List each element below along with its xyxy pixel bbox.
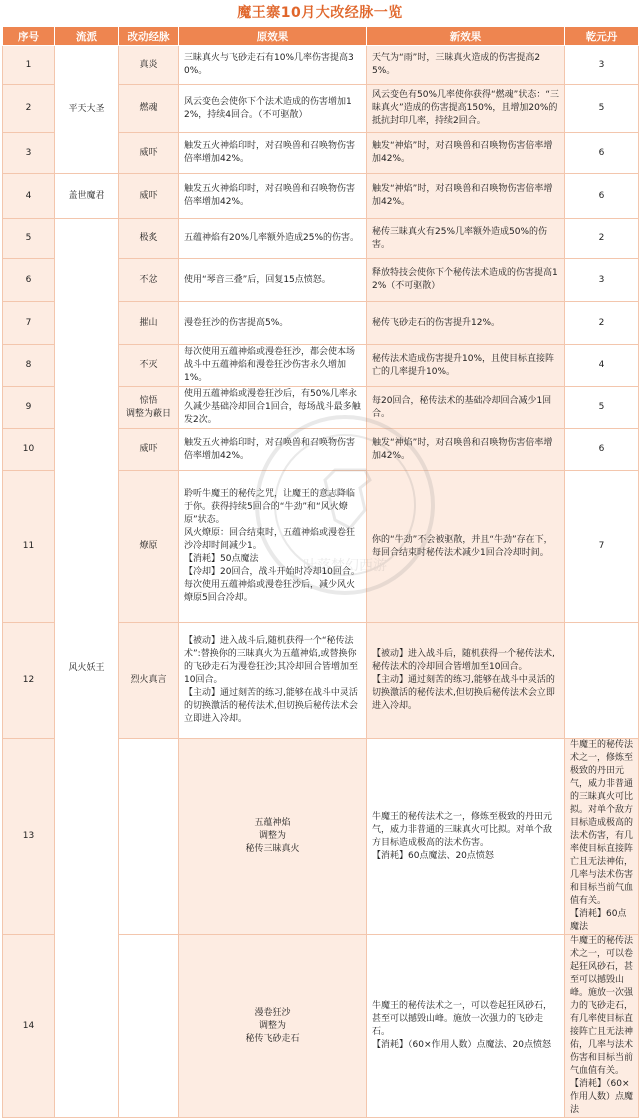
old-effect-line: 风火燎原：回合结束时，五蕴神焰或漫卷狂沙冷却时间减少1。 bbox=[184, 528, 356, 551]
row-no: 2 bbox=[3, 85, 55, 133]
old-effect-cell bbox=[179, 219, 367, 259]
new-effect-line: 牛魔王的秘传法术之一，可以卷起狂风砂石，甚至可以撼毁山峰。施放一次强力的飞砂走石，有几率使目标直接阵亡且无法神佑，几率与法术伤害和目标当前气血值有关。 bbox=[570, 936, 634, 1076]
jingmai-cell: 燃魂 bbox=[119, 85, 179, 133]
new-effect-line: 触发“神焰”时，对召唤兽和召唤物伤害倍率增加42%。 bbox=[372, 184, 553, 207]
header-school: 流派 bbox=[55, 27, 119, 46]
old-effect-line: 触发五火神焰印时，对召唤兽和召唤物伤害倍率增加42%。 bbox=[184, 437, 356, 461]
old-effect-cell bbox=[179, 259, 367, 302]
new-effect-cell bbox=[367, 429, 565, 471]
new-effect-cell bbox=[367, 174, 565, 219]
new-effect-cell bbox=[565, 739, 639, 935]
new-effect-line: 【主动】通过刻苦的练习,能够在战斗中灵活的切换激活的秘传法术,但切换后秘传法术会立即进入冷却。 bbox=[372, 675, 555, 711]
new-effect-line: 牛魔王的秘传法术之一，修炼至极致的丹田元气，威力非普通的三昧真火可比拟。对单个敌方目标造成极高的法术伤害，有几率使目标直接阵亡且无法神佑，几率与法术伤害和目标当前气血值有关。 bbox=[570, 740, 634, 906]
old-effect-cell bbox=[179, 133, 367, 174]
jingmai-line: 五蕴神焰 bbox=[254, 818, 291, 828]
header-jingmai: 改动经脉 bbox=[119, 27, 179, 46]
old-effect-line: 风云变色会使你下个法术造成的伤害增加12%，持续4回合。（不可驱散） bbox=[184, 96, 352, 120]
old-effect-cell bbox=[179, 345, 367, 387]
new-effect-cell bbox=[565, 935, 639, 1118]
change-table bbox=[2, 26, 639, 1118]
row-no: 5 bbox=[3, 219, 55, 259]
old-effect-cell bbox=[179, 623, 367, 739]
old-effect-line: 牛魔王的秘传法术之一，修炼至极致的丹田元气，威力非普通的三昧真火可比拟。对单个敌方目标造成极高的法术伤害。 bbox=[372, 811, 553, 848]
old-effect-cell bbox=[179, 302, 367, 345]
jingmai-line: 调整为 bbox=[258, 1020, 286, 1031]
school-cell: 风火妖王 bbox=[55, 219, 119, 1118]
jingmai-line: 秘传三昧真火 bbox=[245, 844, 300, 854]
old-effect-cell bbox=[179, 387, 367, 429]
qyd-cell: 2 bbox=[565, 302, 639, 345]
jingmai-cell bbox=[119, 387, 179, 429]
old-effect-line: 触发五火神焰印时，对召唤兽和召唤物伤害倍率增加42%。 bbox=[184, 184, 356, 207]
new-effect-line: 秘传法术造成伤害提升10%，且使目标直接阵亡的几率提升10%。 bbox=[372, 353, 555, 377]
qyd-cell: 2 bbox=[565, 219, 639, 259]
qyd-cell: 5 bbox=[565, 85, 639, 133]
table-row bbox=[3, 46, 639, 85]
jingmai-cell bbox=[179, 935, 367, 1118]
new-effect-line: 秘传三昧真火有25%几率额外造成50%的伤害。 bbox=[372, 226, 548, 250]
old-effect-cell bbox=[179, 429, 367, 471]
jingmai-cell: 极炙 bbox=[119, 219, 179, 259]
jingmai-line: 秘传飞砂走石 bbox=[245, 1033, 300, 1044]
old-effect-cell bbox=[179, 46, 367, 85]
old-effect-line: 【消耗】60点魔法、20点愤怒 bbox=[372, 850, 494, 861]
new-effect-cell bbox=[367, 85, 565, 133]
old-effect-line: 聆听牛魔王的秘传之咒，让魔王的意志降临于你。获得持续5回合的“牛劲”和“风火燎原”状态。 bbox=[184, 489, 356, 525]
school-cell: 盖世魔君 bbox=[55, 174, 119, 219]
table-header-row bbox=[3, 27, 639, 46]
jingmai-cell: 威吓 bbox=[119, 429, 179, 471]
new-effect-cell bbox=[367, 345, 565, 387]
jingmai-cell: 燎原 bbox=[119, 471, 179, 623]
new-effect-cell bbox=[367, 302, 565, 345]
new-effect-line: 秘传飞砂走石的伤害提升12%。 bbox=[372, 317, 501, 328]
jingmai-line: 惊悟 bbox=[139, 395, 158, 406]
table-row bbox=[3, 219, 639, 259]
old-effect-line: 【被动】进入战斗后,随机获得一个“秘传法术”:替换你的三昧真火为五蕴神焰,或替换你的飞砂走石为漫卷狂沙;其冷却回合皆增加至10回合。 bbox=[184, 636, 359, 685]
header-new-effect: 新效果 bbox=[367, 27, 565, 46]
new-effect-line: 天气为“雨”时，三昧真火造成的伤害提高25%。 bbox=[372, 53, 541, 76]
new-effect-cell bbox=[367, 259, 565, 302]
row-no: 10 bbox=[3, 429, 55, 471]
qyd-cell: 3 bbox=[565, 46, 639, 85]
old-effect-line: 【主动】通过刻苦的练习,能够在战斗中灵活的切换激活的秘传法术,但切换后秘传法术会立即进入冷却。 bbox=[184, 688, 358, 724]
header-no: 序号 bbox=[3, 27, 55, 46]
old-effect-line: 五蕴神焰有20%几率额外造成25%的伤害。 bbox=[184, 233, 360, 243]
old-effect-line: 使用“琴音三叠”后，回复15点愤怒。 bbox=[184, 274, 331, 285]
row-no: 9 bbox=[3, 387, 55, 429]
row-no: 13 bbox=[3, 739, 55, 935]
old-effect-line: 三昧真火与飞砂走石有10%几率伤害提高30%。 bbox=[184, 53, 354, 76]
qyd-cell bbox=[565, 623, 639, 739]
old-effect-line: 漫卷狂沙的伤害提高5%。 bbox=[184, 317, 289, 328]
new-effect-line: 释放特技会使你下个秘传法术造成的伤害提高12%（不可驱散） bbox=[372, 268, 558, 291]
old-effect-line: 触发五火神焰印时，对召唤兽和召唤物伤害倍率增加42%。 bbox=[184, 141, 356, 164]
row-no: 6 bbox=[3, 259, 55, 302]
row-no: 4 bbox=[3, 174, 55, 219]
new-effect-cell bbox=[367, 46, 565, 85]
row-no: 11 bbox=[3, 471, 55, 623]
table-row bbox=[3, 174, 639, 219]
new-effect-line: 【消耗】60点魔法 bbox=[570, 909, 627, 932]
old-effect-line: 【消耗】50点魔法 bbox=[184, 554, 259, 564]
jingmai-cell: 威吓 bbox=[119, 174, 179, 219]
jingmai-cell: 摧山 bbox=[119, 302, 179, 345]
header-old-effect: 原效果 bbox=[179, 27, 367, 46]
old-effect-line: 牛魔王的秘传法术之一，可以卷起狂风砂石，甚至可以撼毁山峰。施放一次强力的飞砂走石。 bbox=[372, 1001, 553, 1037]
school-cell: 平天大圣 bbox=[55, 46, 119, 174]
jingmai-line: 调整为蔽日 bbox=[125, 408, 171, 419]
new-effect-cell bbox=[367, 387, 565, 429]
jingmai-cell: 真炎 bbox=[119, 46, 179, 85]
qyd-cell: 4 bbox=[565, 345, 639, 387]
old-effect-cell bbox=[179, 174, 367, 219]
new-effect-cell bbox=[367, 133, 565, 174]
new-effect-line: 【被动】进入战斗后，随机获得一个秘传法术,秘传法术的冷却回合皆增加至10回合。 bbox=[372, 649, 555, 672]
old-effect-cell bbox=[179, 471, 367, 623]
row-no: 12 bbox=[3, 623, 55, 739]
row-no: 3 bbox=[3, 133, 55, 174]
row-no: 1 bbox=[3, 46, 55, 85]
page-title: 魔王寨10月大改经脉一览 bbox=[237, 5, 403, 21]
new-effect-cell bbox=[367, 623, 565, 739]
qyd-cell: 6 bbox=[565, 133, 639, 174]
old-effect-cell bbox=[367, 739, 565, 935]
new-effect-line: 你的“牛劲”不会被驱散，并且“牛劲”存在下，每回合结束时秘传法术减少1回合冷却时间。 bbox=[372, 534, 553, 558]
qyd-cell: 6 bbox=[565, 429, 639, 471]
new-effect-cell bbox=[367, 219, 565, 259]
qyd-cell: 3 bbox=[565, 259, 639, 302]
header-qianyuandan: 乾元丹 bbox=[565, 27, 639, 46]
jingmai-cell: 不忿 bbox=[119, 259, 179, 302]
new-effect-line: 风云变色有50%几率使你获得“燃魂”状态：“三昧真火”造成的伤害提高150%，且增加20%的抵抗封印几率，持续2回合。 bbox=[372, 90, 559, 126]
new-effect-cell bbox=[367, 471, 565, 623]
row-no: 14 bbox=[3, 935, 55, 1118]
old-effect-line: 每次使用五蕴神焰或漫卷狂沙，都会使本场战斗中五蕴神焰和漫卷狂沙伤害永久增加1%。 bbox=[184, 347, 356, 383]
new-effect-line: 触发“神焰”时，对召唤兽和召唤物伤害倍率增加42%。 bbox=[372, 437, 553, 461]
qyd-cell: 6 bbox=[565, 174, 639, 219]
old-effect-line: 使用五蕴神焰或漫卷狂沙后，有50%几率永久减少基础冷却回合1回合，每场战斗最多触发2次。 bbox=[184, 389, 361, 425]
jingmai-cell bbox=[179, 739, 367, 935]
school-cell-empty bbox=[119, 739, 179, 935]
qyd-cell: 7 bbox=[565, 471, 639, 623]
new-effect-line: 触发“神焰”时，对召唤兽和召唤物伤害倍率增加42%。 bbox=[372, 141, 553, 164]
old-effect-line: 每次使用五蕴神焰或漫卷狂沙后，减少风火燎原5回合冷却。 bbox=[184, 580, 356, 603]
old-effect-cell bbox=[179, 85, 367, 133]
jingmai-line: 漫卷狂沙 bbox=[254, 1007, 291, 1018]
qyd-cell: 5 bbox=[565, 387, 639, 429]
new-effect-line: 【消耗】（60×作用人数）点魔法 bbox=[570, 1079, 634, 1115]
old-effect-line: 【冷却】20回合，战斗开始时冷却10回合。 bbox=[184, 567, 360, 577]
school-cell-empty bbox=[119, 935, 179, 1118]
jingmai-line: 调整为 bbox=[258, 831, 286, 841]
old-effect-line: 【消耗】（60×作用人数）点魔法、20点愤怒 bbox=[372, 1040, 551, 1050]
old-effect-cell bbox=[367, 935, 565, 1118]
jingmai-cell: 不灭 bbox=[119, 345, 179, 387]
new-effect-line: 每20回合，秘传法术的基础冷却回合减少1回合。 bbox=[372, 395, 552, 419]
jingmai-cell: 威吓 bbox=[119, 133, 179, 174]
row-no: 7 bbox=[3, 302, 55, 345]
row-no: 8 bbox=[3, 345, 55, 387]
jingmai-cell: 烈火真言 bbox=[119, 623, 179, 739]
